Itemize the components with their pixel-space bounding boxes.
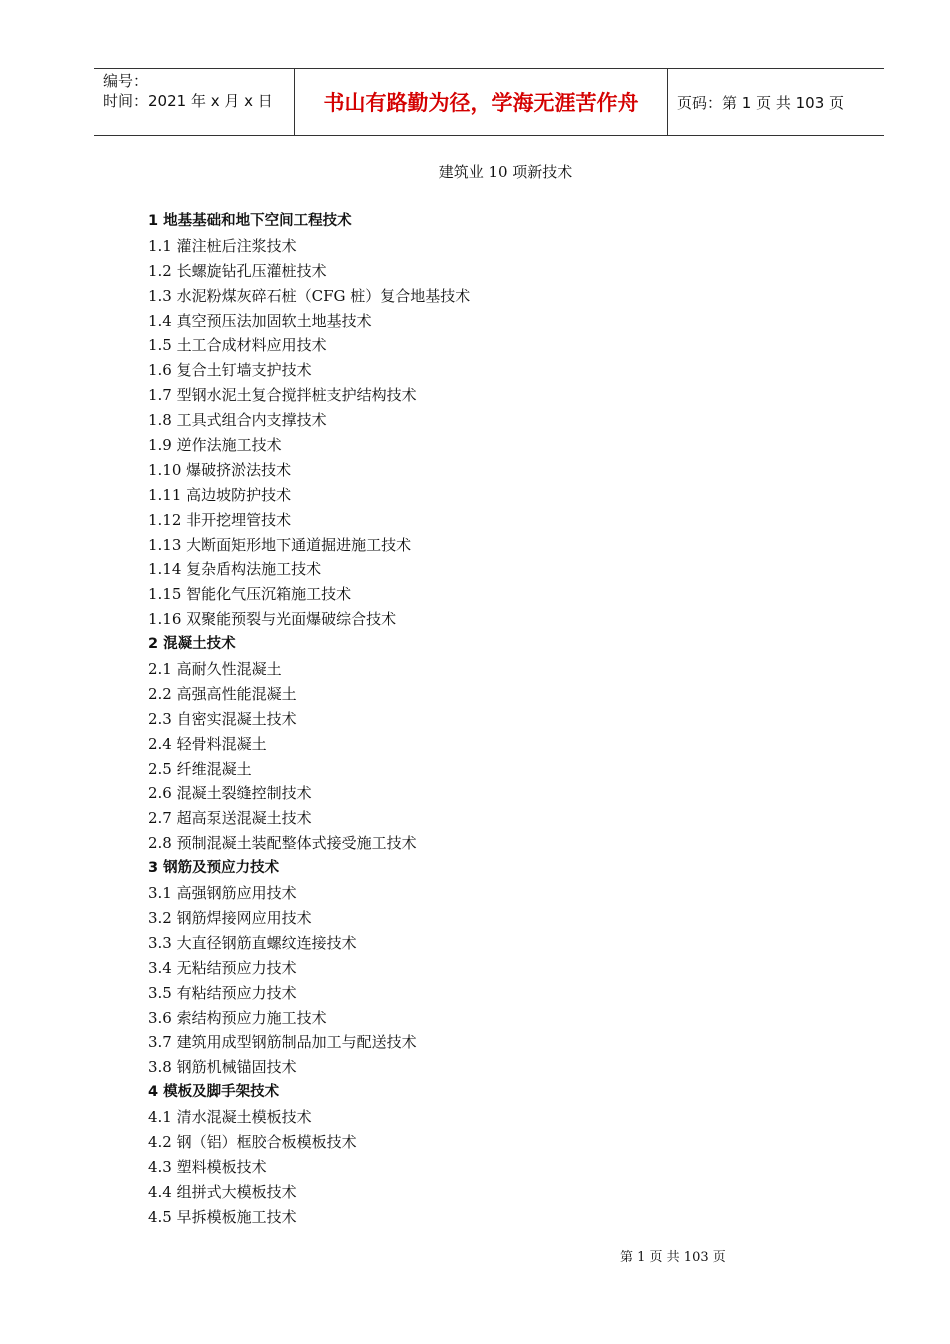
header-left-cell — [94, 69, 295, 135]
toc-item: 3.5 有粘结预应力技术 — [148, 983, 297, 1002]
toc-item: 2.6 混凝土裂缝控制技术 — [148, 784, 312, 803]
header-table — [94, 68, 884, 136]
toc-item: 1.10 爆破挤淤法技术 — [148, 460, 292, 479]
toc-item: 1.13 大断面矩形地下通道掘进施工技术 — [148, 535, 412, 554]
page-info-text: 页码：第 1 页 共 103 页 — [677, 93, 845, 112]
date-label: 时间：2021 年 x 月 x 日 — [103, 92, 273, 110]
toc-item: 4.4 组拼式大模板技术 — [148, 1182, 297, 1201]
toc-item: 2.5 纤维混凝土 — [148, 759, 252, 778]
toc-item: 1.8 工具式组合内支撑技术 — [148, 411, 327, 430]
toc-item: 3.4 无粘结预应力技术 — [148, 958, 297, 977]
toc-item: 3.2 钢筋焊接网应用技术 — [148, 908, 312, 927]
toc-section-heading: 3 钢筋及预应力技术 — [148, 860, 280, 877]
toc-item: 4.2 钢（铝）框胶合板模板技术 — [148, 1132, 357, 1151]
toc-item: 1.16 双聚能预裂与光面爆破综合技术 — [148, 610, 397, 629]
toc-item: 4.5 早拆模板施工技术 — [148, 1207, 297, 1226]
toc-item: 2.8 预制混凝土装配整体式接受施工技术 — [148, 834, 417, 853]
toc-item: 1.1 灌注桩后注浆技术 — [148, 236, 297, 255]
document-title: 建筑业 10 项新技术 — [438, 163, 573, 181]
toc-item: 4.3 塑料模板技术 — [148, 1157, 267, 1176]
toc-item: 3.6 索结构预应力施工技术 — [148, 1008, 327, 1027]
toc-item: 1.11 高边坡防护技术 — [148, 485, 292, 504]
toc-item: 1.2 长螺旋钻孔压灌桩技术 — [148, 261, 327, 280]
table-of-contents — [148, 209, 470, 1230]
page-info-cell — [668, 69, 884, 135]
toc-item: 1.4 真空预压法加固软土地基技术 — [148, 311, 372, 330]
toc-item: 1.5 土工合成材料应用技术 — [148, 336, 327, 355]
toc-item: 2.4 轻骨料混凝土 — [148, 734, 267, 753]
toc-item: 1.14 复杂盾构法施工技术 — [148, 560, 322, 579]
motto-cell — [295, 69, 668, 135]
toc-section-heading: 1 地基基础和地下空间工程技术 — [148, 213, 352, 229]
toc-item: 3.1 高强钢筋应用技术 — [148, 884, 297, 903]
page-footer: 第 1 页 共 103 页 — [620, 1250, 726, 1265]
toc-section-heading: 4 模板及脚手架技术 — [148, 1084, 280, 1101]
toc-item: 2.2 高强高性能混凝土 — [148, 684, 297, 703]
toc-item: 1.12 非开挖埋管技术 — [148, 510, 292, 529]
doc-number-label: 编号： — [103, 72, 149, 90]
toc-item: 1.9 逆作法施工技术 — [148, 436, 282, 455]
toc-item: 3.3 大直径钢筋直螺纹连接技术 — [148, 933, 357, 952]
toc-item: 1.6 复合土钉墙支护技术 — [148, 361, 312, 380]
toc-item: 2.7 超高泵送混凝土技术 — [148, 809, 312, 828]
toc-item: 2.1 高耐久性混凝土 — [148, 660, 282, 679]
toc-section-heading: 2 混凝土技术 — [148, 636, 236, 653]
toc-item: 4.1 清水混凝土模板技术 — [148, 1108, 312, 1127]
motto-text: 书山有路勤为径，学海无涯苦作舟 — [323, 91, 639, 115]
toc-item: 1.7 型钢水泥土复合搅拌桩支护结构技术 — [148, 386, 417, 405]
toc-item: 1.3 水泥粉煤灰碎石桩（CFG 桩）复合地基技术 — [148, 286, 471, 305]
toc-item: 3.8 钢筋机械锚固技术 — [148, 1058, 297, 1077]
toc-item: 2.3 自密实混凝土技术 — [148, 709, 297, 728]
toc-item: 3.7 建筑用成型钢筋制品加工与配送技术 — [148, 1033, 417, 1052]
toc-item: 1.15 智能化气压沉箱施工技术 — [148, 585, 352, 604]
